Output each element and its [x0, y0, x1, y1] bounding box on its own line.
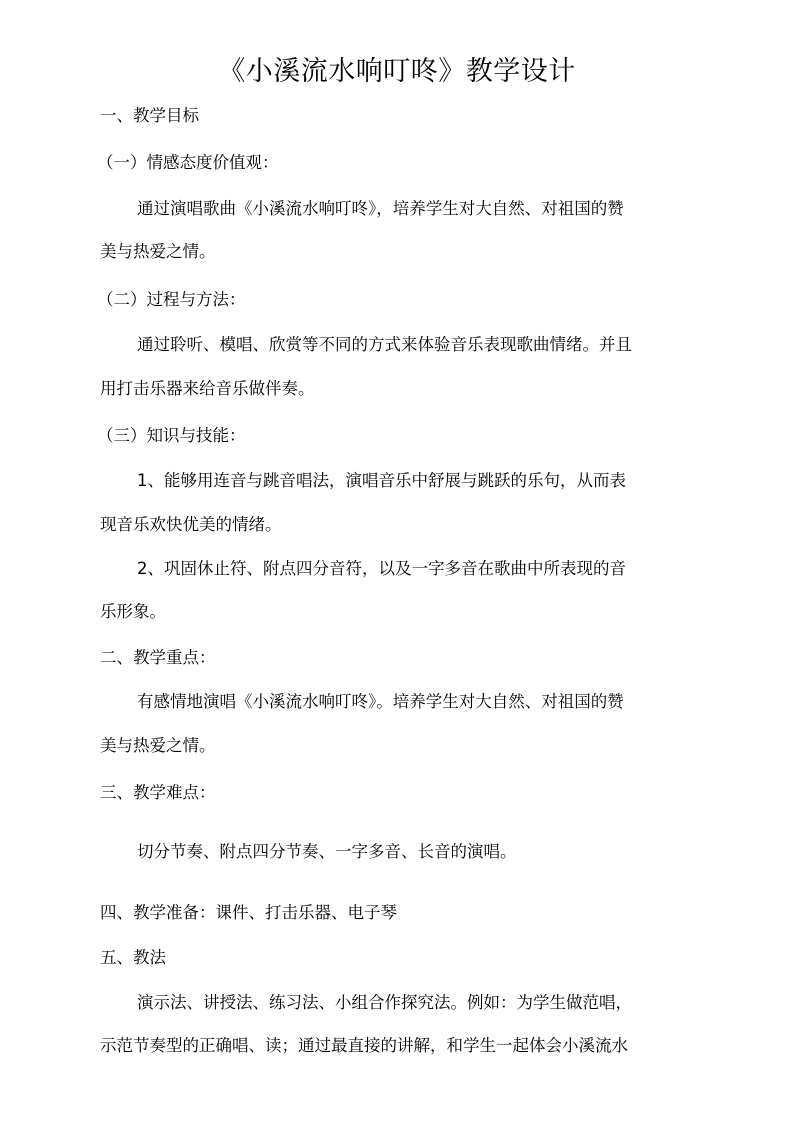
paragraph-line: 有感情地演唱《小溪流水响叮咚》。培养学生对大自然、对祖国的赞 — [137, 692, 624, 711]
section-heading-teaching-methods: 五、教法 — [100, 948, 166, 967]
section-heading-key-points: 二、教学重点： — [100, 648, 216, 667]
paragraph-line: 通过演唱歌曲《小溪流水响叮咚》，培养学生对大自然、对祖国的赞 — [137, 199, 624, 218]
paragraph-line: 用打击乐器来给音乐做伴奏。 — [100, 379, 315, 398]
paragraph-line: 切分节奏、附点四分节奏、一字多音、长音的演唱。 — [137, 842, 517, 861]
subheading-emotion-attitude-values: （一）情感态度价值观： — [97, 153, 279, 172]
paragraph-line: 通过聆听、模唱、欣赏等不同的方式来体验音乐表现歌曲情绪。并且 — [137, 335, 632, 354]
paragraph-line: 现音乐欢快优美的情绪。 — [100, 515, 282, 534]
paragraph-line: 1、能够用连音与跳音唱法，演唱音乐中舒展与跳跃的乐句，从而表 — [137, 471, 626, 490]
subheading-process-methods: （二）过程与方法： — [97, 290, 246, 309]
section-heading-difficulties: 三、教学难点： — [100, 783, 216, 802]
paragraph-line: 演示法、讲授法、练习法、小组合作探究法。例如：为学生做范唱， — [137, 993, 632, 1012]
section-heading-preparation: 四、教学准备：课件、打击乐器、电子琴 — [100, 903, 397, 922]
document-title: 《小溪流水响叮咚》教学设计 — [218, 56, 576, 87]
subheading-knowledge-skills: （三）知识与技能： — [97, 426, 246, 445]
paragraph-line: 美与热爱之情。 — [100, 736, 216, 755]
paragraph-line: 美与热爱之情。 — [100, 242, 216, 261]
paragraph-line: 示范节奏型的正确唱、读；通过最直接的讲解，和学生一起体会小溪流水 — [100, 1036, 628, 1055]
paragraph-line: 乐形象。 — [100, 602, 166, 621]
paragraph-line: 2、巩固休止符、附点四分音符，以及一字多音在歌曲中所表现的音 — [137, 559, 626, 578]
section-heading-teaching-goals: 一、教学目标 — [100, 106, 199, 125]
